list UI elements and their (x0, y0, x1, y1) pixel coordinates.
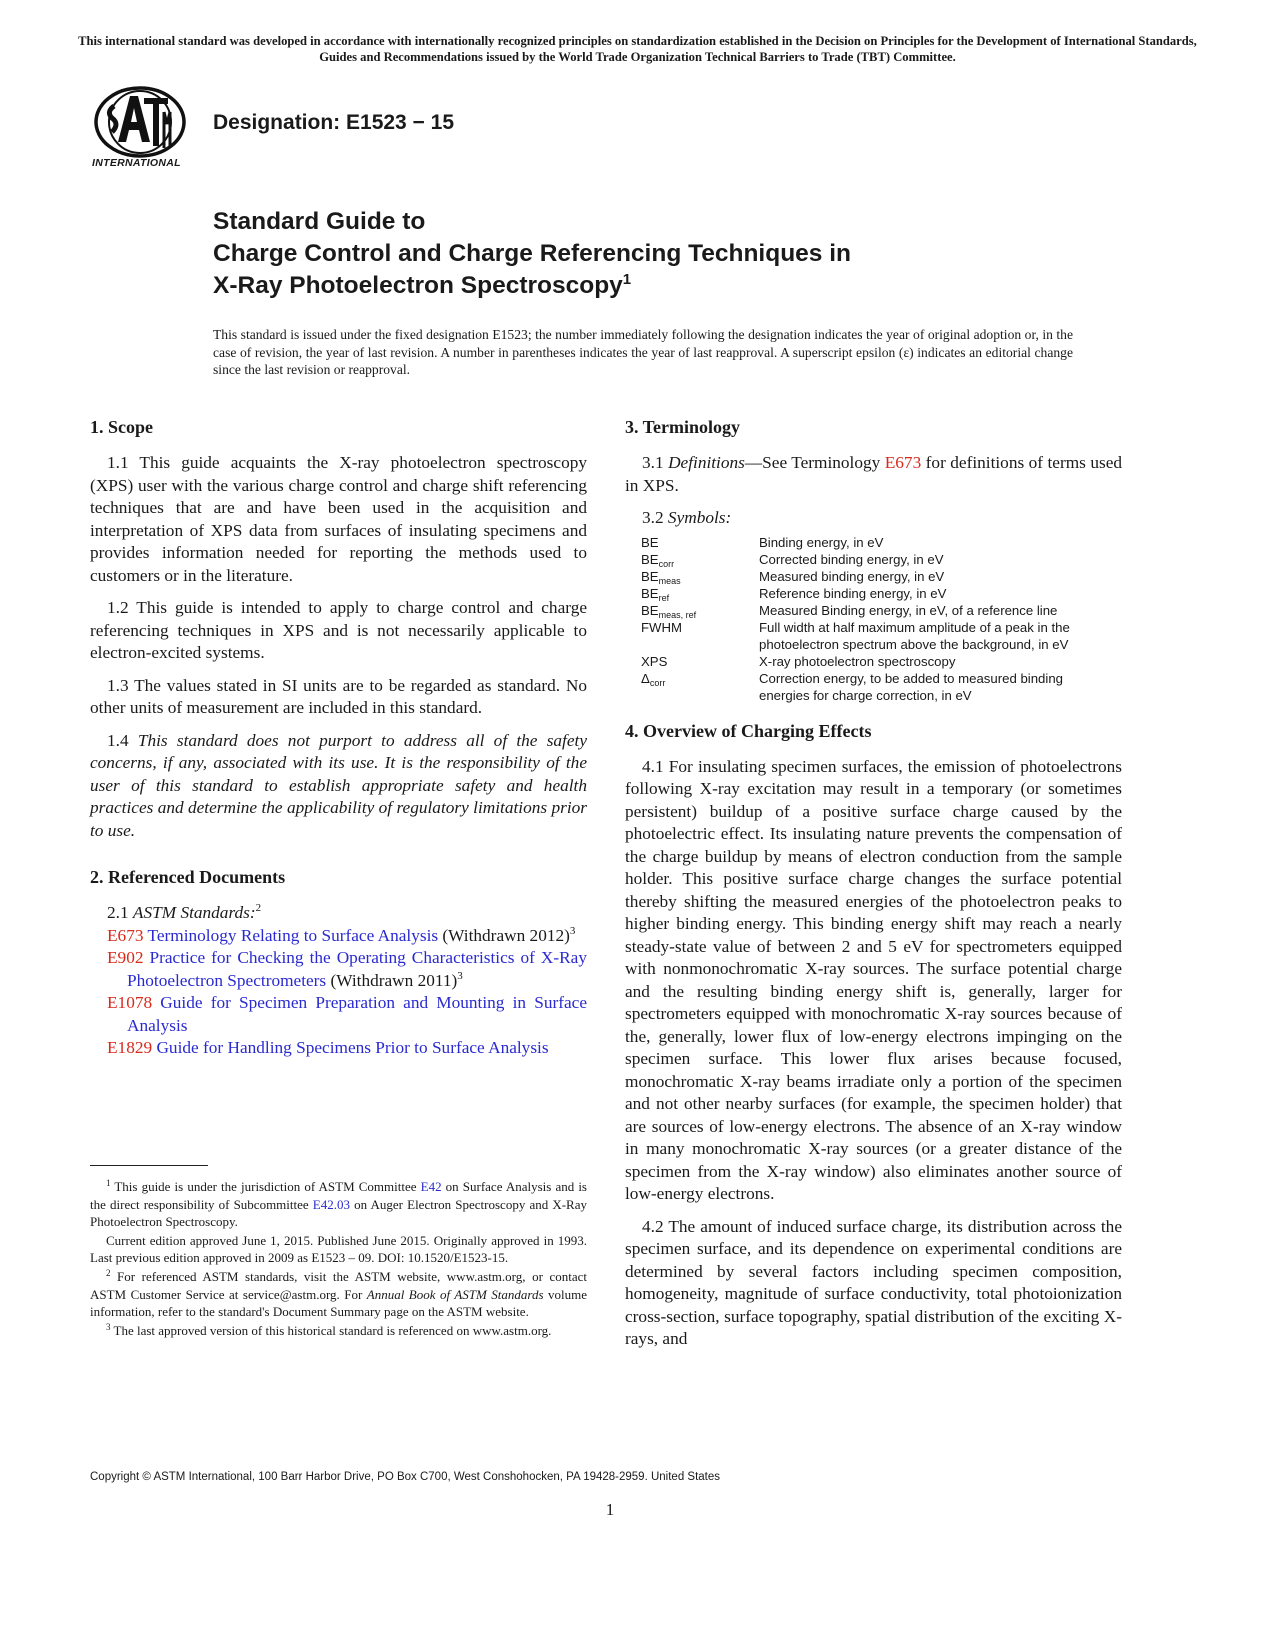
reference-code-link[interactable]: E1078 (107, 993, 153, 1012)
symbols-title: Symbols: (667, 508, 732, 527)
reference-item (90, 947, 587, 992)
symbol-row (641, 551, 1122, 568)
committee-link[interactable]: E42 (420, 1179, 442, 1194)
footnote-3-mark: 3 (106, 1321, 111, 1332)
definitions-text-b: for definitions of terms used in XPS. (625, 453, 1123, 495)
symbol-key: $BE_{meas, ref}$ (641, 602, 697, 620)
footnote-divider (90, 1165, 208, 1166)
footnote-2-mark: 2 (106, 1267, 111, 1278)
symbol-row (641, 670, 1122, 704)
reference-item (90, 1037, 587, 1060)
title-line-2: Charge Control and Charge Referencing Techniques in (213, 240, 851, 267)
title-footnote-mark: 1 (622, 271, 632, 288)
symbol-definition: Measured binding energy, in eV (759, 568, 945, 584)
title-line-1: Standard Guide to (213, 208, 426, 235)
logo-wordmark: INTERNATIONAL (92, 157, 181, 169)
symbol-row (641, 602, 1122, 619)
definitions-number: 3.1 (642, 453, 669, 472)
section-3-heading: 3. Terminology (625, 417, 741, 437)
paragraph-4-1: 4.1 For insulating specimen surfaces, the emission of photoelectrons following X-ray excitation may result in a temporary (or sometimes persistent) buildup of a positive surface charge caused by the photoelectric effect. Its insulating nature prevents the compensation of the charge buildup by means of electron conduction from the sample holder. This positive surface charge changes the surface potential thereby shifting the measured energies of the photoelectron peaks to higher binding energy. This binding energy shift may reach a nearly steady-state value of between 2 and 5 eV for spectrometers equipped with nonmonochromatic X-ray sources. The surface potential charge and the resulting binding energy shift is, generally, larger for spectrometers equipped with monochromatic X-ray sources because of the, generally, lower flux of low-energy electrons impinging on the specimen surface. This lower flux arises because focused, monochromatic X-ray beams irradiate only a portion of the specimen and not other nearby surfaces (for example, the specimen holder) that are sources of low-energy electrons. The absence of an X-ray window in many monochromatic X-ray sources (or a greater distance of the specimen from the X-ray window) also eliminates another source of low-energy electrons. (625, 756, 1122, 1203)
issuance-note: This standard is issued under the fixed designation E1523; the number immediately following the designation indicates the year of original adoption or, in the case of revision, the year of last revision. A number in parentheses indicates the year of last reapproval. A superscript epsilon (ε) indicates an editorial change since the last revision or reapproval. (213, 327, 1073, 378)
document-title (213, 206, 851, 302)
footnote-1-text-b: on Surface Analysis and is the direct responsibility of Subcommittee (90, 1179, 587, 1212)
title-line-3 (213, 270, 851, 302)
astm-standards-title: ASTM Standards: (132, 903, 256, 922)
right-column (625, 416, 1122, 1361)
copyright-line: Copyright © ASTM International, 100 Barr Harbor Drive, PO Box C700, West Conshohocken, PA 19428-2959. United States (90, 1471, 721, 1483)
page-number: 1 (605, 1500, 615, 1519)
definitions-label: Definitions (668, 453, 745, 472)
reference-code-link[interactable]: E673 (107, 925, 144, 945)
reference-item (90, 925, 587, 948)
left-column (90, 416, 587, 1060)
symbol-key: XPS (641, 653, 668, 669)
symbol-definition: Measured Binding energy, in eV, of a reference line (759, 602, 1058, 618)
footnote-3-text: The last approved version of this historical standard is referenced on www.astm.org. (110, 1322, 552, 1338)
symbol-key: BE (641, 534, 659, 550)
paragraph-1-3: 1.3 The values stated in SI units are to be regarded as standard. No other units of measurement are included in this standard. (90, 675, 587, 717)
paragraph-1-4-number: 1.4 (107, 730, 138, 750)
definitions-text-a: —See Terminology (744, 453, 885, 472)
symbol-row (641, 585, 1122, 602)
astm-standards-footnote-mark: 2 (255, 902, 262, 914)
reference-title-link[interactable]: Guide for Handling Specimens Prior to Surface Analysis (156, 1038, 549, 1057)
footnote-3 (90, 1322, 587, 1340)
reference-code-link[interactable]: E902 (107, 948, 144, 967)
reference-footnote-mark: 3 (457, 969, 463, 982)
symbol-key: $BE_{corr}$ (641, 551, 675, 569)
section-4-heading: 4. Overview of Charging Effects (625, 720, 872, 741)
footnote-1-mark: 1 (106, 1178, 111, 1188)
footnote-1-text-a: This guide is under the jurisdiction of ASTM Committee (110, 1179, 421, 1194)
symbol-key: $BE_{ref}$ (641, 585, 670, 603)
symbol-definition: Correction energy, to be added to measured binding energies for charge correction, in eV (759, 670, 1063, 703)
reference-item (90, 992, 587, 1037)
footnote-2 (90, 1268, 587, 1321)
subcommittee-link[interactable]: E42.03 (312, 1196, 350, 1212)
reference-note: (Withdrawn 2011) (326, 970, 458, 990)
title-line-3-text: X-Ray Photoelectron Spectroscopy (213, 272, 623, 299)
section-2-heading: 2. Referenced Documents (90, 867, 286, 887)
symbol-row (641, 534, 1122, 551)
footnote-2-text-a: For referenced ASTM standards, visit the ASTM website, www.astm.org, or contact ASTM Customer Service at service@astm.org. For (90, 1268, 587, 1302)
paragraph-1-4-text: This standard does not purport to address all of the safety concerns, if any, associated with its use. It is the responsibility of the user of this standard to establish appropriate safety and health practices and determine the applicability of regulatory limitations prior to use. (90, 730, 588, 840)
reference-title-link[interactable]: Terminology Relating to Surface Analysis (147, 925, 439, 945)
symbol-key: $BE_{meas}$ (641, 568, 681, 586)
symbols-table (641, 534, 1122, 704)
paragraph-1-4 (90, 730, 587, 843)
tbt-notice: This international standard was developed in accordance with internationally recognized principles on standardization established in the Decision on Principles for the Development of International Standards, Guides and Recommendations issued by the World Trade Organization Technical Barriers to Trade (TBT) Committee. (78, 34, 1197, 64)
reference-footnote-mark: 3 (569, 924, 576, 937)
footnote-2-italic: Annual Book of ASTM Standards (366, 1286, 544, 1302)
symbol-row (641, 619, 1122, 653)
reference-code-link[interactable]: E1829 (107, 1038, 153, 1057)
paragraph-3-1 (625, 452, 1122, 497)
astm-logo (88, 84, 198, 174)
reference-note: (Withdrawn 2012) (438, 925, 570, 945)
paragraph-1-1: 1.1 This guide acquaints the X-ray photoelectron spectroscopy (XPS) user with the various charge control and charge shift referencing techniques that are and have been used in the acquisition and interpretation of XPS data from surfaces of insulating specimens and provides information needed for reporting the methods used to customers or in the literature. (90, 453, 587, 585)
designation: Designation: E1523 − 15 (213, 111, 455, 134)
symbol-key: FWHM (641, 619, 683, 635)
terminology-link[interactable]: E673 (884, 453, 922, 472)
footnote-1-text-c: on Auger Electron Spectroscopy and X-Ray Photoelectron Spectroscopy. (90, 1196, 587, 1230)
paragraph-1-2: 1.2 This guide is intended to apply to charge control and charge referencing techniques in XPS and is not necessarily applicable to electron-excited systems. (90, 598, 587, 662)
symbol-definition: Corrected binding energy, in eV (759, 551, 944, 567)
symbol-row (641, 653, 1122, 670)
symbol-definition: Binding energy, in eV (759, 534, 884, 550)
section-1-heading: 1. Scope (90, 417, 153, 437)
symbol-definition: Reference binding energy, in eV (759, 585, 947, 601)
symbol-row (641, 568, 1122, 585)
symbol-definition: Full width at half maximum amplitude of a peak in the photoelectron spectrum above the background, in eV (759, 619, 1070, 652)
footnote-2-text-b: volume information, refer to the standard's Document Summary page on the ASTM website. (90, 1286, 588, 1320)
symbol-definition: X-ray photoelectron spectroscopy (759, 653, 956, 669)
paragraph-4-2: 4.2 The amount of induced surface charge, its distribution across the specimen surface, and its dependence on experimental conditions are determined by several factors including specimen composition, homogeneity, magnitude of surface conductivity, total photoionization cross-section, surface topography, spatial distribution of the exciting X-rays, and (625, 1216, 1122, 1348)
symbols-number: 3.2 (642, 508, 668, 527)
astm-standards-number: 2.1 (107, 903, 133, 922)
reference-title-link[interactable]: Practice for Checking the Operating Characteristics of X-Ray Photoelectron Spectrometers (127, 948, 587, 990)
footnotes (90, 1178, 587, 1340)
footnote-1 (90, 1178, 587, 1231)
astm-standards-label (90, 902, 587, 925)
symbols-label (625, 507, 1122, 530)
reference-title-link[interactable]: Guide for Specimen Preparation and Mounting in Surface Analysis (127, 993, 587, 1035)
symbol-key: $\Delta_{corr}$ (641, 670, 666, 688)
footnote-edition: Current edition approved June 1, 2015. Published June 2015. Originally approved in 1993. Last previous edition approved in 2009 as E1523 – 09. DOI: 10.1520/E1523-15. (90, 1232, 587, 1266)
